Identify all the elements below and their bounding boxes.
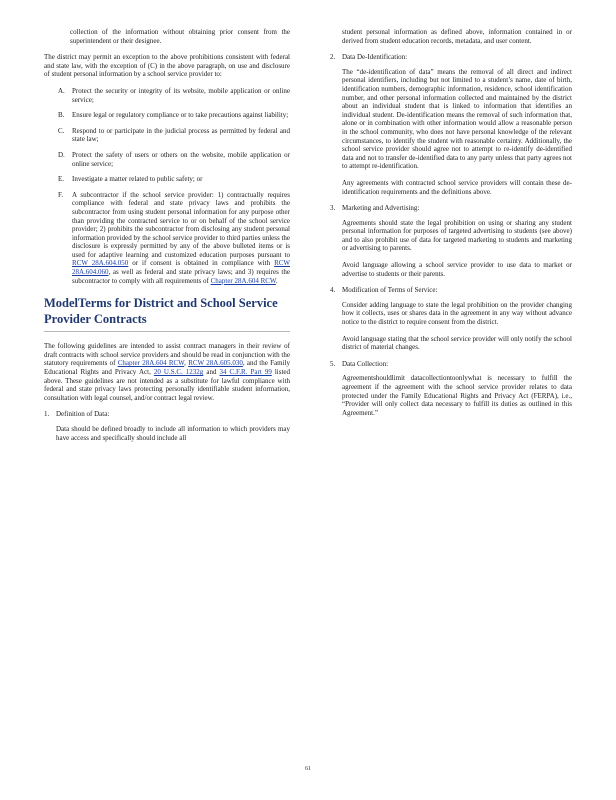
item-number: 5. bbox=[330, 359, 336, 368]
right-column bbox=[330, 28, 572, 425]
list-item-d bbox=[44, 151, 290, 168]
section-heading: ModelTerms for District and School Service Provider Contracts bbox=[44, 296, 278, 327]
rcw-link[interactable]: RCW 28A.604.060 bbox=[72, 259, 291, 277]
guidelines-text: listed above. These guidelines are not intended as a substitute for lawful compliance with federal and state privacy laws protecting personally identifiable student information, consultation with legal counsel, and/or contract legal review. bbox=[44, 368, 291, 402]
numbered-item-4 bbox=[330, 286, 572, 352]
exception-list bbox=[44, 87, 290, 285]
list-text: or if consent is obtained in compliance with bbox=[128, 259, 271, 268]
chapter-link[interactable]: Chapter 28A.604 RCW bbox=[210, 276, 276, 285]
item-text: Agreementshouldlimit datacollectiontoonlywhat is necessary to fulfill the agreement if the agreement with the school service provider relates to data protected under the Family Educational Rights and Privacy Act (FERPA), i.e., “Provider will only collect data necessary to fulfill its duties as outlined in this Agreement.” bbox=[342, 374, 572, 417]
list-marker: A. bbox=[58, 86, 65, 95]
item-text: Agreements should state the legal prohibition on using or sharing any student personal information for purposes of targeted advertising to students (see above) and to also prohibit use of data for targeted marketing to students and marketing or advertising to parents. bbox=[342, 218, 572, 253]
list-item-e bbox=[44, 175, 290, 184]
item-title: Data De-Identification: bbox=[342, 53, 408, 62]
numbered-item-5 bbox=[330, 360, 572, 418]
item-text: Avoid language allowing a school service provider to use data to market or advertise to students or their parents. bbox=[342, 261, 572, 278]
list-text: Ensure legal or regulatory compliance or to take precautions against liability; bbox=[72, 111, 289, 120]
list-text: . bbox=[275, 276, 278, 285]
item-title: Marketing and Advertising: bbox=[342, 204, 420, 213]
chapter-link[interactable]: Chapter 28A.604 RCW bbox=[117, 359, 185, 368]
rcw-link[interactable]: RCW 28A.605.030 bbox=[188, 359, 243, 368]
guidelines-text: , and the Family Educational Rights and Privacy Act, bbox=[44, 359, 290, 377]
left-column bbox=[44, 28, 290, 450]
list-marker: F. bbox=[58, 190, 64, 199]
list-item-f bbox=[44, 191, 290, 286]
list-marker: B. bbox=[58, 111, 65, 120]
guidelines-text: , bbox=[184, 359, 186, 368]
continued-text: student personal information as defined above, information contained in or derived from student education records, metadata, and user content. bbox=[342, 28, 572, 45]
item-number: 4. bbox=[330, 286, 336, 295]
item-title: Data Collection: bbox=[342, 359, 389, 368]
list-text: Investigate a matter related to public safety; or bbox=[72, 175, 203, 184]
list-marker: D. bbox=[58, 150, 65, 159]
list-item-b bbox=[44, 111, 290, 120]
guidelines-text: The following guidelines are intended to assist contract managers in their review of draft contracts with school service providers and should be read in conjunction with the statutory requirements of bbox=[44, 342, 290, 368]
item-text: Avoid language stating that the school service provider will only notify the school district of material changes. bbox=[342, 334, 572, 352]
cfr-link[interactable]: 34 C.F.R. Part 99 bbox=[219, 368, 272, 377]
numbered-item-3 bbox=[330, 204, 572, 278]
exception-intro: The district may permit an exception to the above prohibitions consistent with federal and state law, with the exception of (C) in the above paragraph, on use and disclosure of student personal information by a school service provider to: bbox=[44, 53, 290, 79]
item-number: 2. bbox=[330, 53, 336, 62]
continued-text: collection of the information without obtaining prior consent from the superintendent or their designee. bbox=[70, 28, 290, 45]
heading-divider bbox=[44, 331, 290, 332]
numbered-item-1 bbox=[44, 410, 290, 442]
guidelines-paragraph bbox=[44, 342, 290, 402]
list-text: Protect the security or integrity of its website, mobile application or online service; bbox=[72, 86, 290, 104]
page-number: 61 bbox=[305, 766, 311, 772]
item-text: Consider adding language to state the legal prohibition on the provider changing how it collects, uses or shares data in the agreement in any way without advance notice to the district to require consent from the district. bbox=[342, 300, 572, 327]
rcw-link[interactable]: RCW 28A.604.050 bbox=[72, 259, 129, 268]
usc-link[interactable]: 20 U.S.C. 1232g bbox=[153, 368, 204, 377]
list-text: Respond to or participate in the judicial process as permitted by federal and state law; bbox=[72, 126, 290, 144]
list-item-a bbox=[44, 87, 290, 104]
item-number: 1. bbox=[44, 410, 50, 419]
list-text: A subcontractor if the school service provider: 1) contractually requires compliance with federal and state privacy laws and prohibits the subcontractor from using student personal information for any purpose other than providing the contracted service to or on behalf of the school service provider; 2) prohibits the subcontractor from disclosing any student personal information provided by the school service provider to third parties unless the disclosure is expressly permitted by any of the above bulleted items or is used for adaptive learning and customized education purposes pursuant to bbox=[72, 190, 290, 259]
item-text: Any agreements with contracted school service providers will contain these de-identification requirements and the definitions above. bbox=[342, 178, 572, 196]
list-text: Protect the safety of users or others on the website, mobile application or online service; bbox=[72, 150, 290, 168]
list-item-c bbox=[44, 127, 290, 144]
item-number: 3. bbox=[330, 204, 336, 213]
guidelines-text: and bbox=[203, 368, 217, 377]
list-text: , as well as federal and state privacy laws; and 3) requires the subcontractor to comply with all requirements of bbox=[72, 268, 290, 285]
list-marker: C. bbox=[58, 126, 65, 135]
item-text: Data should be defined broadly to include all information to which providers may have access and specifically should include all bbox=[56, 425, 290, 442]
item-title: Definition of Data: bbox=[56, 410, 110, 419]
numbered-item-2 bbox=[330, 53, 572, 196]
list-marker: E. bbox=[58, 175, 65, 184]
item-title: Modification of Terms of Service: bbox=[342, 286, 438, 295]
item-text: The “de-identification of data” means the removal of all direct and indirect personal identifiers, including but not limited to a student’s name, date of birth, identification numbers, demographic information, residence, school identification number, and other personal information collected and maintained by the district about an individual student that is linked to information that identifies an individual student. De-identification means the removal of such information that, alone or in combination with other information would allow a reasonable person in the school community, who does not have personal knowledge of the relevant circumstances, to identify the student with reasonable certainty. Additionally, the school service provider should agree not to attempt to re-identify de-identified data and not to transfer de-identified data to any party unless that party agrees not to attempt re-identification. bbox=[342, 67, 572, 171]
